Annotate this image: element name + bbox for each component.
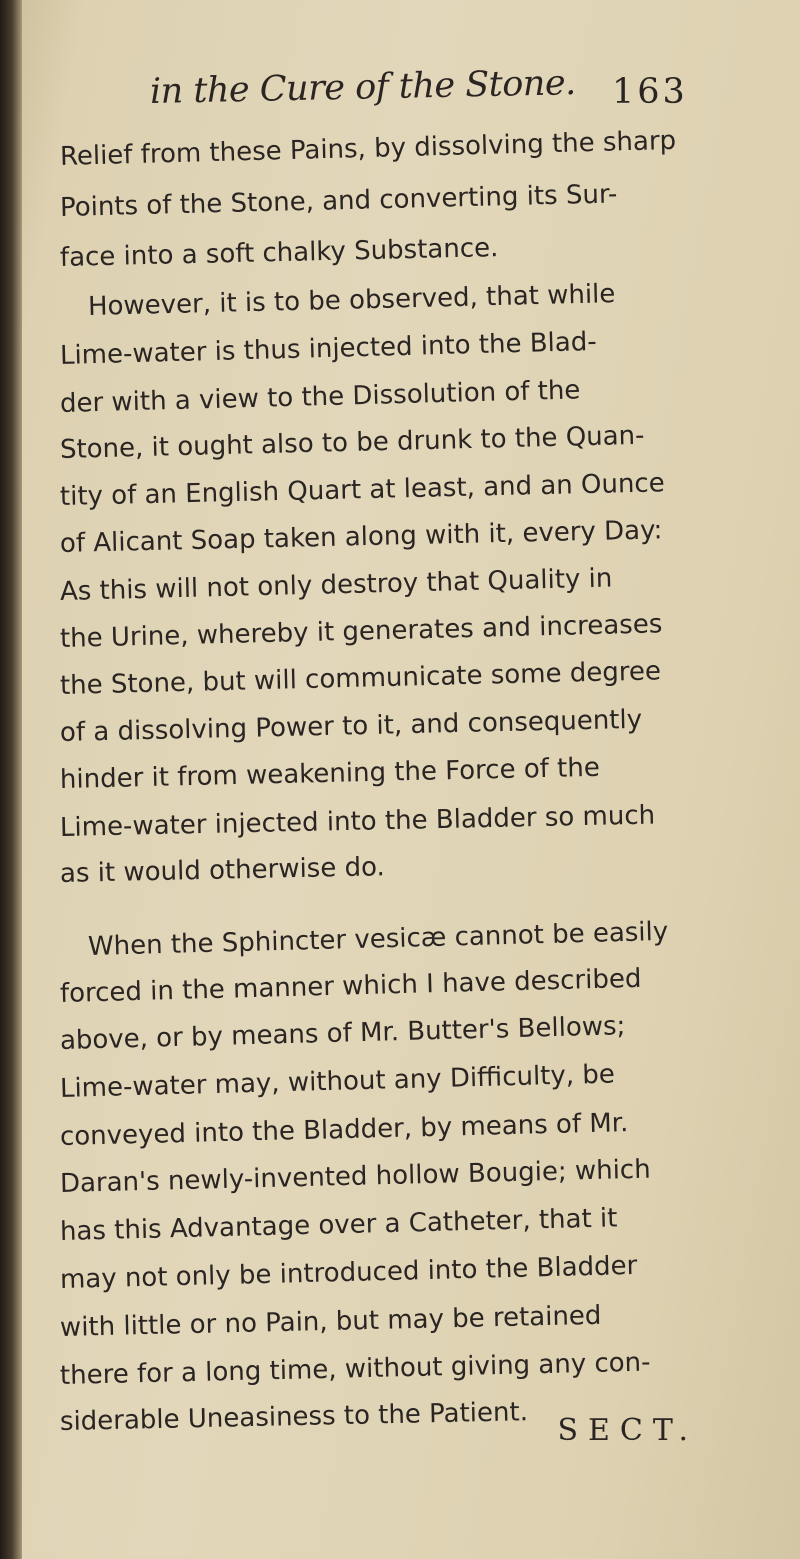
running-title: in the Cure of the Stone. (149, 63, 577, 112)
text-line: Lime-water may, without any Difficulty, be (59, 1059, 616, 1104)
text-line: Lime-water injected into the Bladder so much (59, 800, 656, 843)
text-line: of Alicant Soap taken along with it, every Day: (59, 515, 663, 559)
text-line: siderable Uneasiness to the Patient. (59, 1397, 529, 1437)
text-line: with little or no Pain, but may be retained (59, 1300, 602, 1343)
text-line: forced in the manner which I have described (59, 963, 642, 1009)
text-line: Points of the Stone, and converting its Sur- (59, 179, 618, 223)
binding-gutter (0, 0, 22, 1559)
text-line: Daran's newly-invented hollow Bougie; which (59, 1154, 651, 1199)
text-line: der with a view to the Dissolution of the (59, 375, 581, 419)
catchword: SECT. (557, 1413, 698, 1448)
text-line: tity of an English Quart at least, and an Ounce (59, 468, 666, 512)
text-line: of a dissolving Power to it, and consequently (59, 704, 643, 748)
text-line: face into a soft chalky Substance. (59, 233, 499, 273)
text-line: Lime-water is thus injected into the Blad- (59, 326, 598, 371)
text-line: above, or by means of Mr. Butter's Bellows; (59, 1011, 626, 1056)
text-line: hinder it from weakening the Force of the (59, 752, 601, 795)
text-line: However, it is to be observed, that while (87, 279, 616, 322)
text-line: Stone, it ought also to be drunk to the Quan- (59, 420, 645, 465)
text-line: As this will not only destroy that Quality in (59, 563, 613, 607)
text-line: there for a long time, without giving any con- (59, 1347, 651, 1391)
text-line: may not only be introduced into the Bladder (59, 1250, 638, 1295)
text-line: the Stone, but will communicate some degree (59, 656, 662, 701)
text-line: When the Sphincter vesicæ cannot be easily (87, 916, 669, 962)
page-number: 163 (612, 72, 688, 112)
text-line: Relief from these Pains, by dissolving the sharp (59, 125, 677, 172)
text-line: has this Advantage over a Catheter, that it (59, 1203, 618, 1247)
text-line: conveyed into the Bladder, by means of Mr. (59, 1108, 629, 1152)
text-line: as it would otherwise do. (59, 852, 386, 889)
text-line: the Urine, whereby it generates and increases (59, 609, 663, 654)
